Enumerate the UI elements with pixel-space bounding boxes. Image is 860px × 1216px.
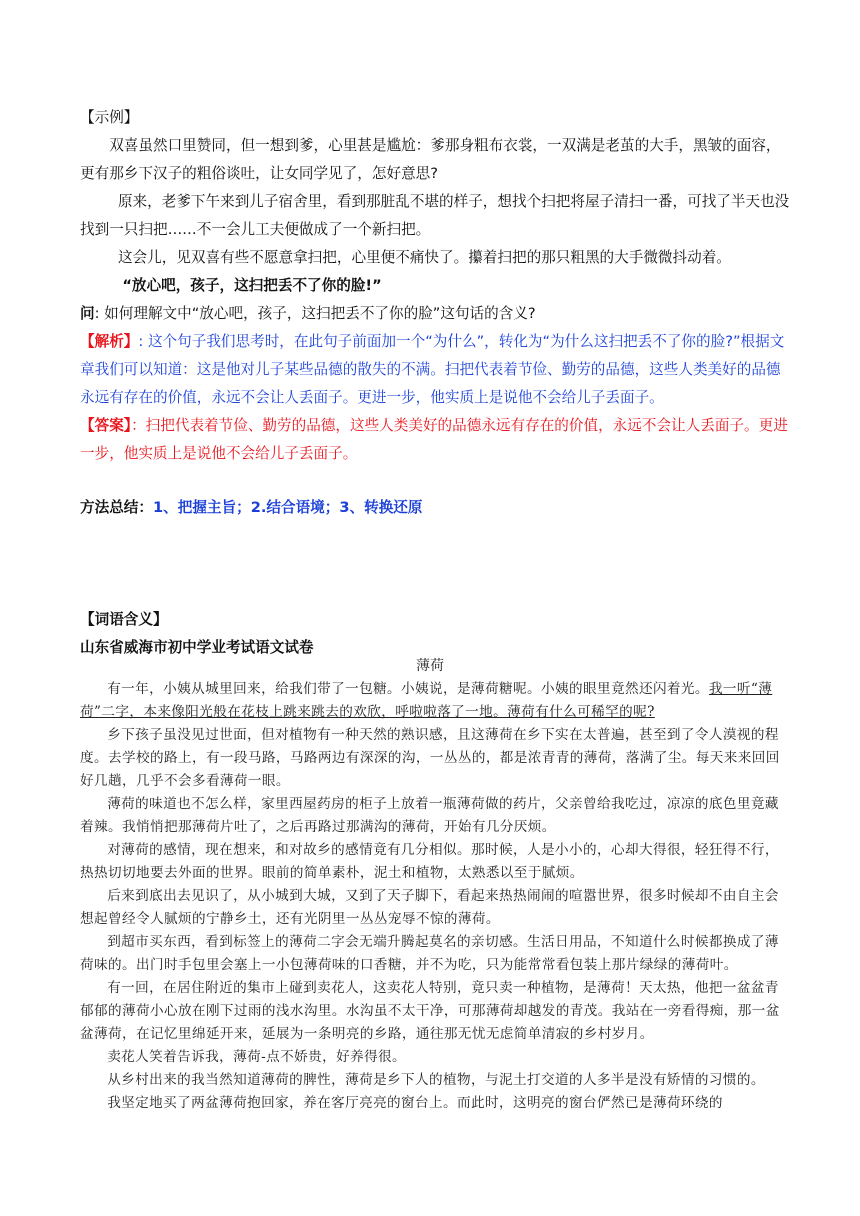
example-quote: “放心吧，孩子，这扫把丢不了你的脸!”: [122, 277, 382, 294]
method-summary: [80, 496, 423, 517]
example-section: [80, 104, 790, 468]
essay-paragraph-1-text: 有一年，小姨从城里回来，给我们带了一包糖。小姨说，是薄荷糖呢。小姨的眼里竟然还闪着光。: [107, 681, 709, 697]
exam-title: 山东省威海市初中学业考试语文试卷: [80, 639, 314, 656]
essay-paragraph: 从乡村出来的我当然知道薄荷的脾性，薄荷是乡下人的植物，与泥土打交道的人多半是没有矫情的习惯的。: [107, 1072, 765, 1088]
example-paragraph-2: 原来，老爹下午来到儿子宿舍里，看到那脏乱不堪的样子，想找个扫把将屋子清扫一番，可找了半天也没找到一只扫把……不一会儿工夫便做成了一个新扫把。: [80, 193, 790, 238]
essay-paragraph: 有一回，在居住附近的集市上碰到卖花人，这卖花人特别，竟只卖一种植物，是薄荷！天太热，他把一盆盆青郁郁的薄荷小心放在刚下过雨的浅水沟里。水沟虽不太干净，可那薄荷却越发的青茂。我站在一旁看得痴，那一盆盆薄荷，在记忆里绵延开来，延展为一条明亮的乡路，通往那无忧无虑简单清寂的乡村岁月。: [80, 980, 780, 1042]
question: [80, 300, 790, 328]
essay-title: 薄荷: [416, 658, 444, 674]
question-label: 问: [80, 305, 95, 322]
essay-paragraph: 卖花人笑着告诉我，薄荷-点不娇贵，好养得很。: [107, 1049, 407, 1065]
analysis: [80, 328, 790, 412]
example-paragraph-3: 这会儿，见双喜有些不愿意拿扫把，心里便不痛快了。攥着扫把的那只粗黑的大手微微抖动着。: [117, 249, 731, 266]
question-text: : 如何理解文中“放心吧，孩子，这扫把丢不了你的脸”这句话的含义?: [94, 305, 536, 322]
analysis-text: : 这个句子我们思考时，在此句子前面加一个“为什么”，转化为“为什么这扫把丢不了你的脸?”根据文章我们可以知道：这是他对儿子某些品德的散失的不满。扫把代表着节俭、勤劳的品德，这些人类美好的品德永远有存在的价值，永远不会让人丢面子。更进一步，他实质上是说他不会给儿子丢面子。: [80, 333, 785, 406]
essay-paragraph: 薄荷的味道也不怎么样，家里西屋药房的柜子上放着一瓶薄荷做的药片，父亲曾给我吃过，凉凉的底色里竟藏着辣。我悄悄把那薄荷片吐了，之后再路过那满沟的薄荷，开始有几分厌烦。: [80, 796, 779, 835]
example-paragraph-1: 双喜虽然口里赞同，但一想到爹，心里甚是尴尬：爹那身粗布衣裳，一双满是老茧的大手，黑皱的面容，更有那乡下汉子的粗俗谈吐，让女同学见了，怎好意思?: [80, 137, 781, 182]
essay-body: [80, 678, 780, 1115]
essay-paragraph: 对薄荷的感情，现在想来，和对故乡的感情竟有几分相似。那时候，人是小小的，心却大得很，轻狂得不行，热热切切地要去外面的世界。眼前的简单素朴，泥土和植物，太熟悉以至于腻烦。: [80, 842, 779, 881]
analysis-label: 【解析】: [80, 333, 139, 350]
essay-paragraph: [80, 678, 780, 724]
answer: [80, 412, 790, 468]
method-label: 方法总结：: [80, 499, 153, 516]
section-header: 【词语含义】: [80, 611, 168, 628]
word-meaning-section: [80, 606, 314, 662]
essay-paragraph: 后来到底出去见识了，从小城到大城，又到了天子脚下，看起来热热闹闹的喧嚣世界，很多时候却不由自主会想起曾经令人腻烦的宁静乡土，还有光阴里一丛丛宠辱不惊的薄荷。: [80, 888, 779, 927]
answer-label: 【答案】: [80, 417, 132, 434]
underlined-sentence: 我一听“薄荷”二字，本来像阳光般在花枝上跳来跳去的欢欣，呼啦啦落了一地。薄荷有什么可稀罕的呢?: [80, 681, 773, 720]
example-header: 【示例】: [80, 109, 139, 126]
answer-text: ：扫把代表着节俭、勤劳的品德，这些人类美好的品德永远有存在的价值，永远不会让人丢面子。更进一步，他实质上是说他不会给儿子丢面子。: [80, 417, 788, 462]
essay-paragraph: 我坚定地买了两盆薄荷抱回家，养在客厅亮亮的窗台上。而此时，这明亮的窗台俨然已是薄荷环绕的: [107, 1095, 723, 1111]
essay-paragraph: 到超市买东西，看到标签上的薄荷二字会无端升腾起莫名的亲切感。生活日用品，不知道什么时候都换成了薄荷味的。出门时手包里会塞上一小包薄荷味的口香糖，并不为吃，只为能常常看包装上那片绿绿的薄荷叶。: [80, 934, 779, 973]
essay-paragraph: 乡下孩子虽没见过世面，但对植物有一种天然的熟识感，且这薄荷在乡下实在太普遍，甚至到了令人漠视的程度。去学校的路上，有一段马路，马路两边有深深的沟，一丛丛的，都是浓青青的薄荷，落满了尘。每天来来回回好几趟，几乎不会多看薄荷一眼。: [80, 727, 780, 789]
method-text: 1、把握主旨；2.结合语境；3、转换还原: [152, 499, 423, 516]
